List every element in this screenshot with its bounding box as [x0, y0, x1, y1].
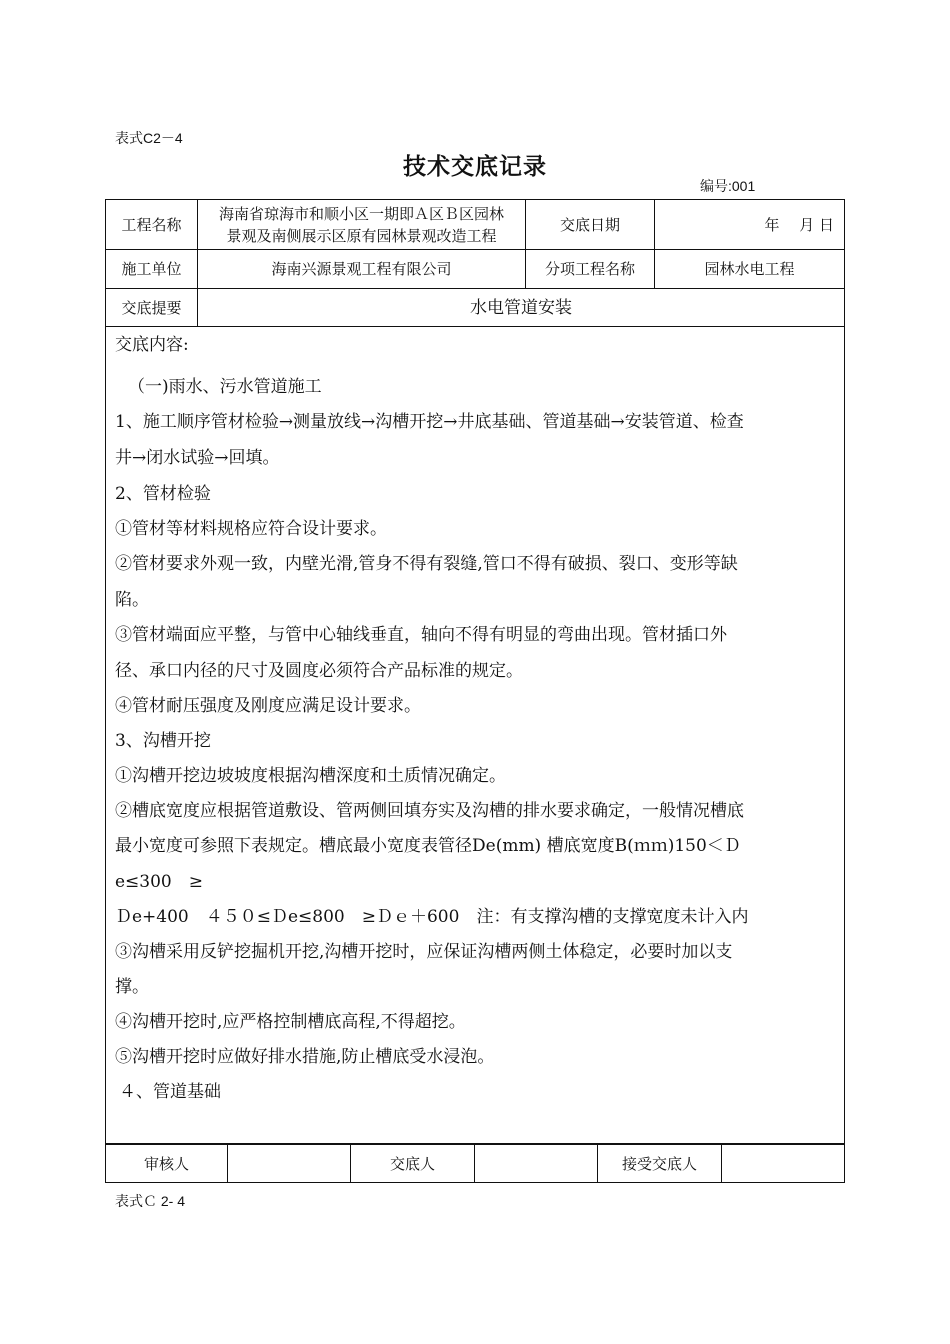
receiver-label: 接受交底人 [598, 1145, 722, 1182]
info-row-contractor [106, 250, 844, 289]
date-label: 交底日期 [526, 200, 655, 249]
project-name-line2: 景观及南侧展示区原有园林景观改造工程 [226, 226, 497, 245]
contractor-value: 海南兴源景观工程有限公司 [198, 250, 526, 288]
content-line: ④沟槽开挖时,应严格控制槽底高程,不得超挖。 [115, 1012, 466, 1032]
summary-value: 水电管道安装 [470, 298, 572, 318]
content-line: ①管材等材料规格应符合设计要求。 [115, 519, 387, 539]
content-line: 井→闭水试验→回填。 [115, 448, 280, 468]
receiver-value [722, 1145, 844, 1182]
reviewer-label: 审核人 [106, 1145, 228, 1182]
sub-project-label: 分项工程名称 [526, 250, 655, 288]
content-line: ①沟槽开挖边坡坡度根据沟槽深度和土质情况确定。 [115, 766, 506, 786]
content-line: 撑。 [115, 977, 149, 997]
form-code-bottom: 表式Ｃ 2- 4 [115, 1193, 186, 1209]
discloser-value [475, 1145, 598, 1182]
content-line: Ｄe+400 ４５０≤Ｄe≤800 ≥Ｄｅ＋600 注：有支撑沟槽的支撑宽度未计入内 [115, 907, 749, 927]
project-name-label: 工程名称 [106, 200, 198, 249]
project-name-line1: 海南省琼海市和顺小区一期即Ａ区Ｂ区园林 [218, 204, 504, 223]
content-heading: 交底内容: [115, 335, 189, 355]
form-code-top: 表式C2－4 [115, 130, 183, 146]
content-line: ４、管道基础 [119, 1082, 221, 1102]
content-line: ③沟槽采用反铲挖掘机开挖,沟槽开挖时，应保证沟槽两侧土体稳定，必要时加以支 [115, 942, 733, 962]
content-line: 陷。 [115, 590, 149, 610]
summary-label: 交底提要 [106, 289, 198, 327]
document-title: 技术交底记录 [403, 154, 547, 180]
info-row-project [106, 200, 844, 250]
content-line: 径、承口内径的尺寸及圆度必须符合产品标准的规定。 [115, 661, 523, 681]
content-section [105, 326, 845, 1144]
content-line: （一)雨水、污水管道施工 [128, 377, 322, 397]
content-line: 1、施工顺序管材检验→测量放线→沟槽开挖→井底基础、管道基础→安装管道、检查 [115, 412, 744, 432]
contractor-label: 施工单位 [106, 250, 198, 288]
date-value: 年 月 日 [764, 215, 834, 234]
content-line: 3、沟槽开挖 [115, 731, 211, 751]
sub-project-value: 园林水电工程 [704, 260, 795, 278]
content-line: ④管材耐压强度及刚度应满足设计要求。 [115, 696, 421, 716]
content-line: ③管材端面应平整，与管中心轴线垂直，轴向不得有明显的弯曲出现。管材插口外 [115, 625, 727, 645]
discloser-label: 交底人 [351, 1145, 475, 1182]
project-name-value [198, 200, 526, 249]
content-line: ②管材要求外观一致，内壁光滑,管身不得有裂缝,管口不得有破损、裂口、变形等缺 [115, 554, 738, 574]
content-line: ⑤沟槽开挖时应做好排水措施,防止槽底受水浸泡。 [115, 1047, 495, 1067]
reviewer-value [228, 1145, 351, 1182]
info-table [105, 199, 845, 327]
info-row-summary [106, 289, 844, 327]
document-number: 编号:001 [700, 178, 756, 194]
content-line: 2、管材检验 [115, 484, 211, 504]
signature-table [105, 1144, 845, 1183]
content-line: 最小宽度可参照下表规定。槽底最小宽度表管径De(mm) 槽底宽度B(ｍｍ)150＜Ｄ [115, 836, 741, 856]
content-line: e≤300 ≥ [115, 872, 203, 892]
content-line: ②槽底宽度应根据管道敷设、管两侧回填夯实及沟槽的排水要求确定，一般情况槽底 [115, 801, 744, 821]
